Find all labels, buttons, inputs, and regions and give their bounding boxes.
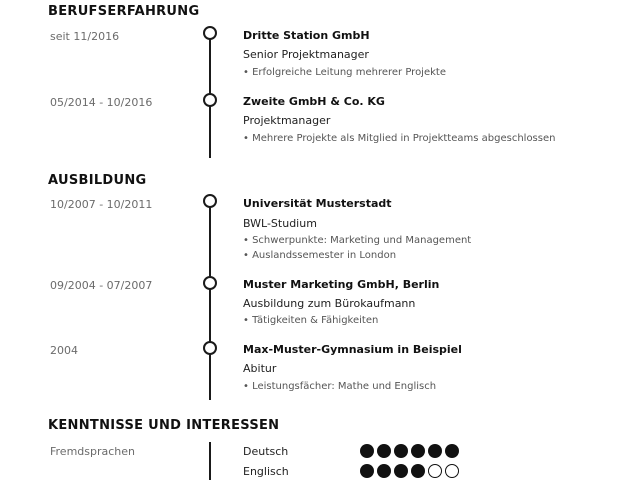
entry-bullet: • Erfolgreiche Leitung mehrerer Projekte bbox=[243, 67, 446, 78]
entry-title: Dritte Station GmbH bbox=[243, 29, 370, 42]
entry-date: 2004 bbox=[50, 344, 78, 357]
entry-date: 10/2007 - 10/2011 bbox=[50, 198, 153, 211]
level-dot-empty bbox=[445, 464, 459, 478]
entry-bullet: • Leistungsfächer: Mathe und Englisch bbox=[243, 381, 437, 392]
level-dot-filled bbox=[360, 444, 374, 458]
level-dot-filled bbox=[428, 444, 442, 458]
section-heading-skills: KENNTNISSE UND INTERESSEN bbox=[48, 418, 280, 433]
section-heading-education: AUSBILDUNG bbox=[48, 173, 147, 188]
entry-title: Max-Muster-Gymnasium in Beispiel bbox=[243, 343, 462, 356]
language-level-deutsch bbox=[360, 444, 459, 458]
timeline-dot bbox=[203, 26, 217, 40]
timeline-dot bbox=[203, 276, 217, 290]
language-name: Englisch bbox=[243, 465, 289, 478]
timeline-dot bbox=[203, 194, 217, 208]
level-dot-empty bbox=[428, 464, 442, 478]
level-dot-filled bbox=[377, 464, 391, 478]
entry-bullet: • Auslandssemester in London bbox=[243, 250, 397, 261]
entry-bullet: • Schwerpunkte: Marketing und Management bbox=[243, 235, 472, 246]
level-dot-filled bbox=[360, 464, 374, 478]
timeline-line-education bbox=[209, 198, 211, 400]
entry-role: Ausbildung zum Bürokaufmann bbox=[243, 297, 416, 310]
level-dot-filled bbox=[411, 444, 425, 458]
section-heading-experience: BERUFSERFAHRUNG bbox=[48, 4, 200, 19]
entry-role: Senior Projektmanager bbox=[243, 48, 369, 61]
entry-role: BWL-Studium bbox=[243, 217, 317, 230]
timeline-line-skills bbox=[209, 442, 211, 480]
level-dot-filled bbox=[377, 444, 391, 458]
timeline-dot bbox=[203, 341, 217, 355]
entry-bullet: • Tätigkeiten & Fähigkeiten bbox=[243, 315, 379, 326]
skill-category: Fremdsprachen bbox=[50, 445, 136, 458]
entry-bullet: • Mehrere Projekte als Mitglied in Projektteams abgeschlossen bbox=[243, 133, 556, 144]
timeline-dot bbox=[203, 93, 217, 107]
level-dot-filled bbox=[445, 444, 459, 458]
level-dot-filled bbox=[411, 464, 425, 478]
entry-title: Muster Marketing GmbH, Berlin bbox=[243, 278, 440, 291]
entry-date: 09/2004 - 07/2007 bbox=[50, 279, 153, 292]
entry-title: Zweite GmbH & Co. KG bbox=[243, 95, 385, 108]
level-dot-filled bbox=[394, 464, 408, 478]
entry-date: seit 11/2016 bbox=[50, 30, 120, 43]
entry-role: Projektmanager bbox=[243, 114, 331, 127]
level-dot-filled bbox=[394, 444, 408, 458]
language-level-englisch bbox=[360, 464, 459, 478]
entry-title: Universität Musterstadt bbox=[243, 197, 392, 210]
entry-date: 05/2014 - 10/2016 bbox=[50, 96, 153, 109]
entry-role: Abitur bbox=[243, 362, 277, 375]
language-name: Deutsch bbox=[243, 445, 289, 458]
